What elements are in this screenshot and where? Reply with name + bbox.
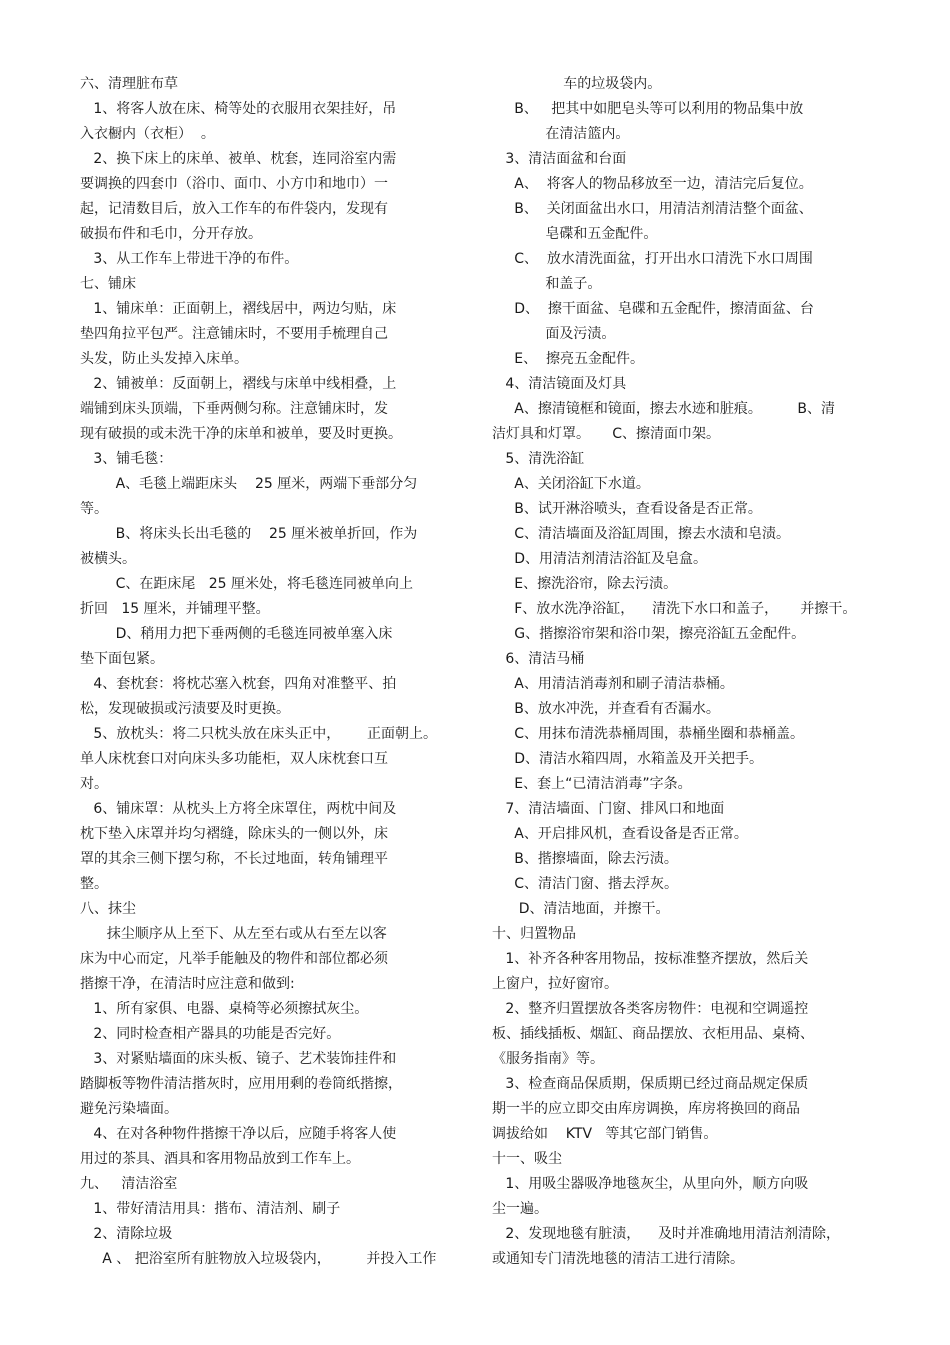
text-line: 单人床枕套口对向床头多功能柜，双人床枕套口互 (80, 751, 388, 767)
section-heading: 八、抹尘 (80, 901, 136, 917)
text-line: 起，记清数目后，放入工作车的布件袋内，发现有 (80, 201, 388, 217)
text-line: 《服务指南》等。 (492, 1051, 604, 1067)
section-heading: 十、归置物品 (492, 926, 576, 942)
text-line: 2、换下床上的床单、被单、枕套，连同浴室内需 (80, 151, 397, 167)
text-line: 2、整齐归置摆放各类客房物件：电视和空调遥控 (492, 1001, 809, 1017)
text-line: B、放水冲洗，并查看有否漏水。 (492, 701, 720, 717)
text-line: A 、 把浴室所有脏物放入垃圾袋内， 并投入工作 (80, 1251, 437, 1267)
text-line: 要调换的四套巾（浴巾、面巾、小方巾和地巾）一 (80, 176, 388, 192)
text-line: C、在距床尾 25 厘米处，将毛毯连同被单向上 (80, 576, 413, 592)
text-line: 洁灯具和灯罩。 C、擦清面巾架。 (492, 426, 721, 442)
text-line: 揩擦干净，在清洁时应注意和做到: (80, 976, 295, 992)
text-line: 3、清洁面盆和台面 (492, 151, 627, 167)
text-line: 4、套枕套：将枕芯塞入枕套，四角对准整平、拍 (80, 676, 397, 692)
text-line: C、用抹布清洗恭桶周围，恭桶坐圈和恭桶盖。 (492, 726, 805, 742)
text-line: 垫四角拉平包严。注意铺床时，不要用手梳理自己 (80, 326, 388, 342)
text-line: E、套上“已清洁消毒”字条。 (492, 776, 692, 792)
text-line: 皂碟和五金配件。 (492, 226, 658, 242)
right-column (492, 72, 876, 1272)
text-line: 6、清洁马桶 (492, 651, 585, 667)
text-line: 在清洁篮内。 (492, 126, 630, 142)
text-line: B、将床头长出毛毯的 25 厘米被单折回，作为 (80, 526, 418, 542)
text-line: C、 放水清洗面盆，打开出水口清洗下水口周围 (492, 251, 813, 267)
section-heading: 十一、吸尘 (492, 1151, 562, 1167)
text-line: 1、补齐各种客用物品，按标准整齐摆放，然后关 (492, 951, 809, 967)
text-line: 3、检查商品保质期，保质期已经过商品规定保质 (492, 1076, 809, 1092)
text-line: A、用清洁消毒剂和刷子清洁恭桶。 (492, 676, 734, 692)
text-line: 整。 (80, 876, 108, 892)
section-heading: 九、 清洁浴室 (80, 1176, 178, 1192)
text-line: E、擦洗浴帘，除去污渍。 (492, 576, 678, 592)
text-line: 对。 (80, 776, 108, 792)
text-line: 3、从工作车上带进干净的布件。 (80, 251, 299, 267)
text-line: 7、清洁墙面、门窗、排风口和地面 (492, 801, 725, 817)
text-line: 罩的其余三侧下摆匀称，不长过地面，转角铺理平 (80, 851, 388, 867)
text-line: 1、带好清洁用具：揩布、清洁剂、刷子 (80, 1201, 341, 1217)
text-line: G、揩擦浴帘架和浴巾架，擦亮浴缸五金配件。 (492, 626, 806, 642)
text-line: 踏脚板等物件清洁揩灰时，应用用剩的卷筒纸揩擦， (80, 1076, 402, 1092)
text-line: 避免污染墙面。 (80, 1101, 178, 1117)
text-line: A、毛毯上端距床头 25 厘米，两端下垂部分匀 (80, 476, 418, 492)
text-line: C、清洁门窗、揩去浮灰。 (492, 876, 679, 892)
text-line: 2、同时检查相产器具的功能是否完好。 (80, 1026, 341, 1042)
text-line: 3、对紧贴墙面的床头板、镜子、艺术装饰挂件和 (80, 1051, 397, 1067)
text-line: 或通知专门清洗地毯的清洁工进行清除。 (492, 1251, 744, 1267)
text-line: 期一半的应立即交由库房调换，库房将换回的商品 (492, 1101, 800, 1117)
text-line: 车的垃圾袋内。 (492, 76, 662, 92)
text-line: 3、铺毛毯： (80, 451, 173, 467)
text-line: 5、清洗浴缸 (492, 451, 585, 467)
text-line: 折回 15 厘米，并铺理平整。 (80, 601, 270, 617)
text-line: 4、在对各种物件揩擦干净以后，应随手将客人使 (80, 1126, 397, 1142)
text-line: 板、插线插板、烟缸、商品摆放、衣柜用品、桌椅、 (492, 1026, 814, 1042)
text-line: 1、铺床单：正面朝上，褶线居中，两边匀贴，床 (80, 301, 397, 317)
text-line: D、清洁地面，并擦干。 (492, 901, 670, 917)
text-line: 2、发现地毯有脏渍， 及时并准确地用清洁剂清除， (492, 1226, 841, 1242)
text-line: 垫下面包紧。 (80, 651, 164, 667)
text-line: A、擦清镜框和镜面，擦去水迹和脏痕。 B、清 (492, 401, 836, 417)
text-line: A、 将客人的物品移放至一边，清洁完后复位。 (492, 176, 813, 192)
text-line: D、清洁水箱四周，水箱盖及开关把手。 (492, 751, 764, 767)
left-column (80, 72, 452, 1272)
text-line: 端铺到床头顶端，下垂两侧匀称。注意铺床时，发 (80, 401, 388, 417)
text-line: 破损布件和毛巾，分开存放。 (80, 226, 262, 242)
text-line: E、 擦亮五金配件。 (492, 351, 644, 367)
text-line: A、开启排风机，查看设备是否正常。 (492, 826, 748, 842)
text-line: 床为中心而定，凡举手能触及的物件和部位都必须 (80, 951, 388, 967)
text-line: B、 把其中如肥皂头等可以利用的物品集中放 (492, 101, 804, 117)
text-line: 2、铺被单：反面朝上，褶线与床单中线相叠，上 (80, 376, 397, 392)
text-line: C、清洁墙面及浴缸周围，擦去水渍和皂渍。 (492, 526, 791, 542)
text-line: 4、清洁镜面及灯具 (492, 376, 627, 392)
text-line: 头发，防止头发掉入床单。 (80, 351, 248, 367)
text-line: 被横头。 (80, 551, 136, 567)
text-line: 枕下垫入床罩并均匀褶缝，除床头的一侧以外，床 (80, 826, 388, 842)
text-line: 面及污渍。 (492, 326, 616, 342)
text-line: 1、将客人放在床、椅等处的衣服用衣架挂好，吊 (80, 101, 397, 117)
text-line: 抹尘顺序从上至下、从左至右或从右至左以客 (80, 926, 387, 942)
text-line: 用过的茶具、酒具和客用物品放到工作车上。 (80, 1151, 360, 1167)
text-line: A、关闭浴缸下水道。 (492, 476, 650, 492)
text-line: 六、清理脏布草 (80, 76, 178, 92)
text-line: D、稍用力把下垂两侧的毛毯连同被单塞入床 (80, 626, 393, 642)
text-line: 和盖子。 (492, 276, 602, 292)
text-line: B、试开淋浴喷头，查看设备是否正常。 (492, 501, 762, 517)
text-line: 1、用吸尘器吸净地毯灰尘，从里向外，顺方向吸 (492, 1176, 809, 1192)
text-line: 6、铺床罩：从枕头上方将全床罩住，两枕中间及 (80, 801, 397, 817)
text-line: F、放水洗净浴缸， 清洗下水口和盖子， 并擦干。 (492, 601, 857, 617)
text-line: 入衣橱内（衣柜） 。 (80, 126, 215, 142)
text-line: D、用清洁剂清洁浴缸及皂盒。 (492, 551, 708, 567)
text-line: B、 关闭面盆出水口，用清洁剂清洁整个面盆、 (492, 201, 813, 217)
text-line: 调拔给如 KTV 等其它部门销售。 (492, 1126, 718, 1142)
text-line: 1、所有家俱、电器、桌椅等必须擦拭灰尘。 (80, 1001, 369, 1017)
text-line: 5、放枕头：将二只枕头放在床头正中， 正面朝上。 (80, 726, 437, 742)
text-line: B、揩擦墙面，除去污渍。 (492, 851, 678, 867)
text-line: 尘一遍。 (492, 1201, 548, 1217)
text-line: 松，发现破损或污渍要及时更换。 (80, 701, 290, 717)
text-line: 2、清除垃圾 (80, 1226, 173, 1242)
text-line: D、 擦干面盆、皂碟和五金配件，擦清面盆、台 (492, 301, 814, 317)
text-line: 上窗户，拉好窗帘。 (492, 976, 618, 992)
section-heading: 七、铺床 (80, 276, 136, 292)
text-line: 现有破损的或未洗干净的床单和被单，要及时更换。 (80, 426, 402, 442)
text-line: 等。 (80, 501, 108, 517)
